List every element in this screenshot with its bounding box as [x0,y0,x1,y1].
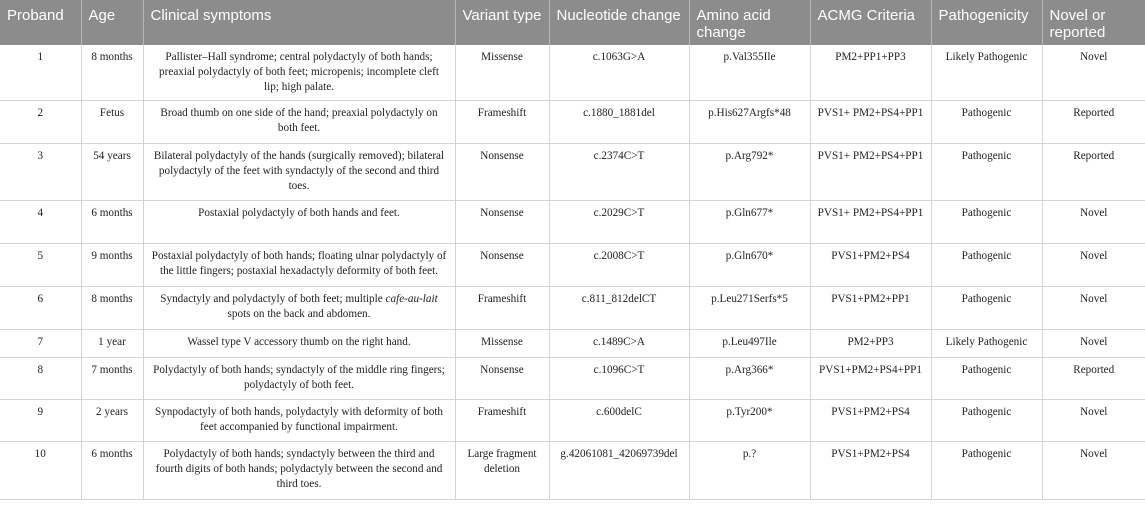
cell-pathogenicity: Pathogenic [931,286,1042,329]
cell-proband: 9 [0,399,81,441]
cell-variant-type: Nonsense [455,243,549,286]
cell-nucleotide: c.1096C>T [549,357,689,399]
cell-variant-type: Nonsense [455,200,549,243]
cell-age: 8 months [81,286,143,329]
cell-pathogenicity: Pathogenic [931,143,1042,200]
table-row [0,441,1145,499]
cell-age: 54 years [81,143,143,200]
table-row [0,399,1145,441]
cell-novel: Novel [1042,200,1145,243]
cell-age: 9 months [81,243,143,286]
cell-acmg: PVS1+PM2+PP1 [810,286,931,329]
cell-proband: 4 [0,200,81,243]
cell-novel: Novel [1042,399,1145,441]
cell-nucleotide: c.2029C>T [549,200,689,243]
cell-symptoms: Polydactyly of both hands; syndactyly between the third and fourth digits of both hands; polydactyly between the second and third toes. [143,441,455,499]
cell-variant-type: Large fragment deletion [455,441,549,499]
cell-age: 2 years [81,399,143,441]
symptoms-text-end: spots on the back and abdomen. [227,307,371,320]
cell-amino-acid: p.Arg792* [689,143,810,200]
cell-acmg: PVS1+PM2+PS4 [810,399,931,441]
header-proband: Proband [0,0,81,45]
header-variant-type: Variant type [455,0,549,45]
cell-novel: Novel [1042,329,1145,357]
table-row [0,45,1145,100]
cell-pathogenicity: Pathogenic [931,399,1042,441]
cell-proband: 6 [0,286,81,329]
cell-pathogenicity: Likely Pathogenic [931,329,1042,357]
table-row [0,286,1145,329]
table-row [0,200,1145,243]
symptoms-text-start: Syndactyly and polydactyly of both feet; multiple [160,292,386,305]
header-novel-or-reported: Novel or reported [1042,0,1145,45]
cell-variant-type: Missense [455,329,549,357]
cell-acmg: PVS1+PM2+PS4 [810,243,931,286]
cell-nucleotide: c.1063G>A [549,45,689,100]
cell-symptoms [143,286,455,329]
cell-nucleotide: c.1880_1881del [549,100,689,143]
header-amino-acid-change: Amino acid change [689,0,810,45]
cell-pathogenicity: Pathogenic [931,100,1042,143]
cell-variant-type: Frameshift [455,286,549,329]
header-clinical-symptoms: Clinical symptoms [143,0,455,45]
cell-novel: Novel [1042,441,1145,499]
cell-proband: 5 [0,243,81,286]
cell-proband: 7 [0,329,81,357]
cell-pathogenicity: Likely Pathogenic [931,45,1042,100]
cell-symptoms: Synpodactyly of both hands, polydactyly with deformity of both feet accompanied by functional impairment. [143,399,455,441]
cell-age: 6 months [81,200,143,243]
header-acmg-criteria: ACMG Criteria [810,0,931,45]
cell-amino-acid: p.Tyr200* [689,399,810,441]
cell-pathogenicity: Pathogenic [931,357,1042,399]
cell-proband: 2 [0,100,81,143]
cell-nucleotide: c.2008C>T [549,243,689,286]
cell-amino-acid: p.Leu497Ile [689,329,810,357]
cell-age: 7 months [81,357,143,399]
cell-pathogenicity: Pathogenic [931,243,1042,286]
cell-proband: 10 [0,441,81,499]
cell-pathogenicity: Pathogenic [931,441,1042,499]
cell-amino-acid: p.His627Argfs*48 [689,100,810,143]
cell-amino-acid: p.? [689,441,810,499]
cell-variant-type: Frameshift [455,399,549,441]
cell-symptoms: Postaxial polydactyly of both hands; floating ulnar polydactyly of the little fingers; postaxial hexadactyly deformity of both feet. [143,243,455,286]
cell-acmg: PM2+PP1+PP3 [810,45,931,100]
cell-novel: Reported [1042,100,1145,143]
table-row [0,243,1145,286]
cell-pathogenicity: Pathogenic [931,200,1042,243]
header-nucleotide-change: Nucleotide change [549,0,689,45]
cell-acmg: PVS1+ PM2+PS4+PP1 [810,200,931,243]
cell-amino-acid: p.Val355Ile [689,45,810,100]
cell-age: Fetus [81,100,143,143]
cell-age: 1 year [81,329,143,357]
cell-acmg: PM2+PP3 [810,329,931,357]
cell-nucleotide: c.600delC [549,399,689,441]
cell-acmg: PVS1+ PM2+PS4+PP1 [810,143,931,200]
cell-symptoms: Bilateral polydactyly of the hands (surgically removed); bilateral polydactyly of the feet with syndactyly of the second and third toes. [143,143,455,200]
cell-symptoms: Pallister–Hall syndrome; central polydactyly of both hands; preaxial polydactyly of both feet; micropenis; incomplete cleft lip; high palate. [143,45,455,100]
header-age: Age [81,0,143,45]
cell-nucleotide: c.2374C>T [549,143,689,200]
cell-symptoms: Postaxial polydactyly of both hands and feet. [143,200,455,243]
cell-variant-type: Missense [455,45,549,100]
cell-novel: Novel [1042,45,1145,100]
cell-acmg: PVS1+ PM2+PS4+PP1 [810,100,931,143]
cell-amino-acid: p.Arg366* [689,357,810,399]
cell-variant-type: Frameshift [455,100,549,143]
cell-proband: 8 [0,357,81,399]
header-pathogenicity: Pathogenicity [931,0,1042,45]
cell-nucleotide: c.1489C>A [549,329,689,357]
cell-acmg: PVS1+PM2+PS4 [810,441,931,499]
table-row [0,143,1145,200]
cell-variant-type: Nonsense [455,143,549,200]
cell-amino-acid: p.Leu271Serfs*5 [689,286,810,329]
cell-age: 8 months [81,45,143,100]
cell-symptoms: Broad thumb on one side of the hand; preaxial polydactyly on both feet. [143,100,455,143]
cell-novel: Novel [1042,286,1145,329]
cell-novel: Novel [1042,243,1145,286]
cell-nucleotide: g.42061081_42069739del [549,441,689,499]
symptoms-italic-term: cafe-au-lait [385,292,438,305]
cell-amino-acid: p.Gln670* [689,243,810,286]
cell-novel: Reported [1042,357,1145,399]
cell-amino-acid: p.Gln677* [689,200,810,243]
cell-age: 6 months [81,441,143,499]
cell-variant-type: Nonsense [455,357,549,399]
cell-symptoms: Wassel type V accessory thumb on the right hand. [143,329,455,357]
cell-acmg: PVS1+PM2+PS4+PP1 [810,357,931,399]
table-row [0,357,1145,399]
cell-proband: 1 [0,45,81,100]
table-header-row [0,0,1145,45]
table-row [0,329,1145,357]
cell-nucleotide: c.811_812delCT [549,286,689,329]
table-row [0,100,1145,143]
cell-symptoms: Polydactyly of both hands; syndactyly of the middle ring fingers; polydactyly of both feet. [143,357,455,399]
cell-novel: Reported [1042,143,1145,200]
cell-proband: 3 [0,143,81,200]
